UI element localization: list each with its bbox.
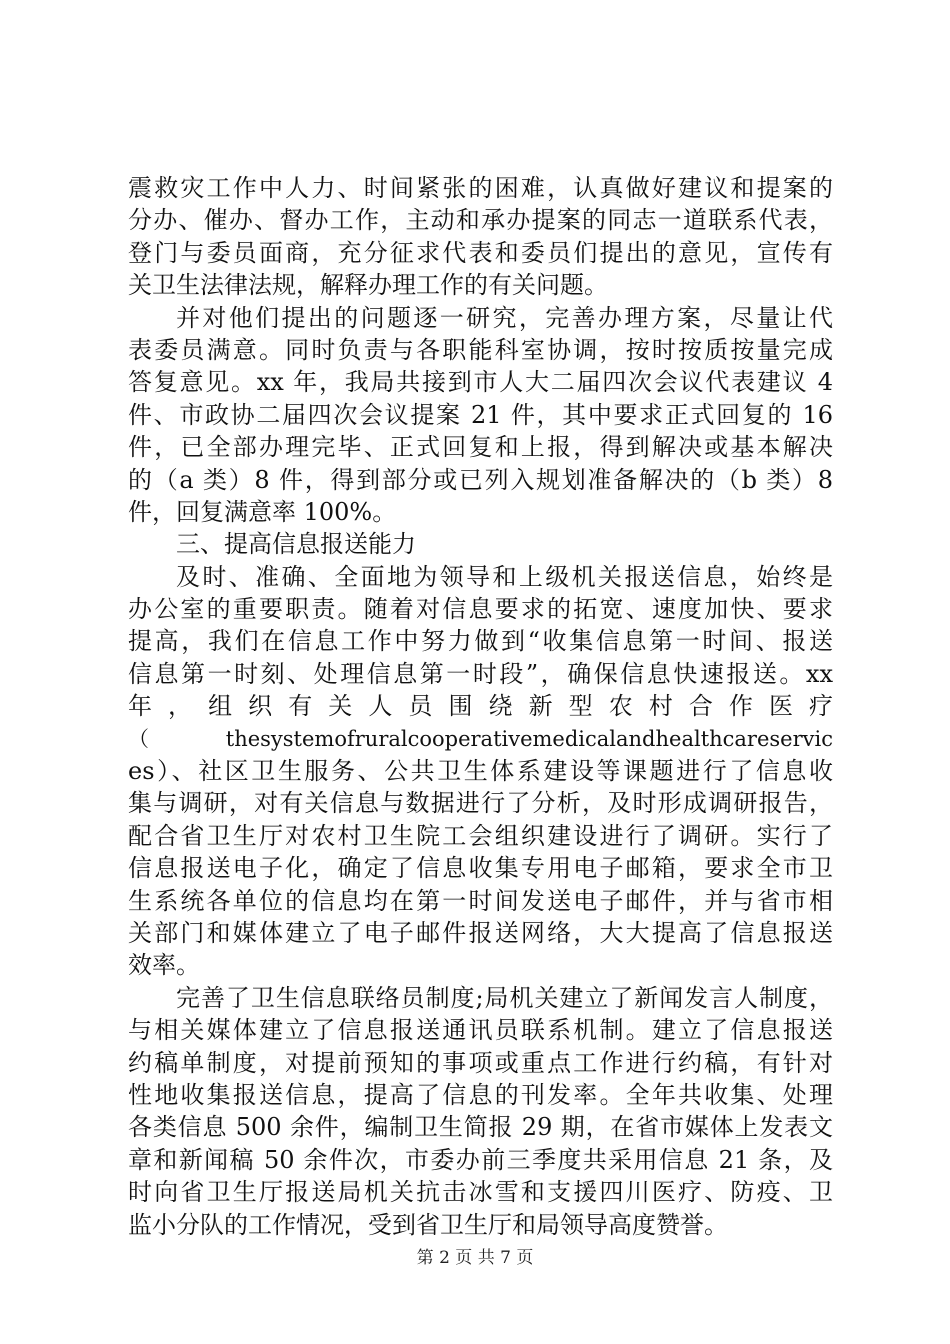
text-line: 件，已全部办理完毕、正式回复和上报，得到解决或基本解决 <box>128 433 833 462</box>
text-line: 各类信息 500 余件，编制卫生简报 29 期，在省市媒体上发表文 <box>128 1113 833 1142</box>
text-line: 性地收集报送信息，提高了信息的刊发率。全年共收集、处理 <box>128 1080 833 1109</box>
text-line: 信息报送电子化，确定了信息收集专用电子邮箱，要求全市卫 <box>128 854 833 883</box>
text-line: 分办、催办、督办工作，主动和承办提案的同志一道联系代表， <box>128 206 833 235</box>
text-line: 配合省卫生厅对农村卫生院工会组织建设进行了调研。实行了 <box>128 821 833 850</box>
text-line: 及时、准确、全面地为领导和上级机关报送信息，始终是 <box>176 562 833 591</box>
text-line: 件，回复满意率 100%。 <box>128 497 397 526</box>
text-line: 完善了卫生信息联络员制度;局机关建立了新闻发言人制度， <box>176 983 833 1012</box>
text-line: 与相关媒体建立了信息报送通讯员联系机制。建立了信息报送 <box>128 1016 833 1045</box>
text-line: 表委员满意。同时负责与各职能科室协调，按时按质按量完成 <box>128 335 833 364</box>
text-line: 集与调研，对有关信息与数据进行了分析，及时形成调研报告， <box>128 789 833 818</box>
text-line: 并对他们提出的问题逐一研究，完善办理方案，尽量让代 <box>176 303 833 332</box>
text-line: 效率。 <box>128 951 200 980</box>
text-line: 关卫生法律法规，解释办理工作的有关问题。 <box>128 271 608 300</box>
text-line: 约稿单制度，对提前预知的事项或重点工作进行约稿，有针对 <box>128 1048 833 1077</box>
text-line: 提高，我们在信息工作中努力做到“收集信息第一时间、报送 <box>128 627 833 656</box>
text-line: es）、社区卫生服务、公共卫生体系建设等课题进行了信息收 <box>128 757 833 786</box>
text-line: 章和新闻稿 50 余件次，市委办前三季度共采用信息 21 条，及 <box>128 1145 833 1174</box>
text-line: （thesystemofruralcooperativemedicalandhealthcareservic <box>128 726 833 751</box>
text-line: 监小分队的工作情况，受到省卫生厅和局领导高度赞誉。 <box>128 1210 728 1239</box>
text-line: 的（a 类）8 件，得到部分或已列入规划准备解决的（b 类）8 <box>128 465 833 494</box>
text-line: 办公室的重要职责。随着对信息要求的拓宽、速度加快、要求 <box>128 595 833 624</box>
text-line: 答复意见。xx 年，我局共接到市人大二届四次会议代表建议 4 <box>128 368 833 397</box>
text-line: 时向省卫生厅报送局机关抗击冰雪和支援四川医疗、防疫、卫 <box>128 1178 833 1207</box>
text-line: 信息第一时刻、处理信息第一时段”，确保信息快速报送。xx <box>128 659 833 688</box>
text-line: 关部门和媒体建立了电子邮件报送网络，大大提高了信息报送 <box>128 918 833 947</box>
text-line: 登门与委员面商，充分征求代表和委员们提出的意见，宣传有 <box>128 238 833 267</box>
page-number-footer: 第 2 页 共 7 页 <box>416 1248 534 1268</box>
document-body <box>128 172 833 1241</box>
text-line: 件、市政协二届四次会议提案 21 件，其中要求正式回复的 16 <box>128 400 833 429</box>
text-line: 生系统各单位的信息均在第一时间发送电子邮件，并与省市相 <box>128 886 833 915</box>
text-line: 三、提高信息报送能力 <box>176 530 416 559</box>
text-line: 年，组织有关人员围绕新型农村合作医疗 <box>128 692 833 721</box>
text-line: 震救灾工作中人力、时间紧张的困难，认真做好建议和提案的 <box>128 174 833 202</box>
